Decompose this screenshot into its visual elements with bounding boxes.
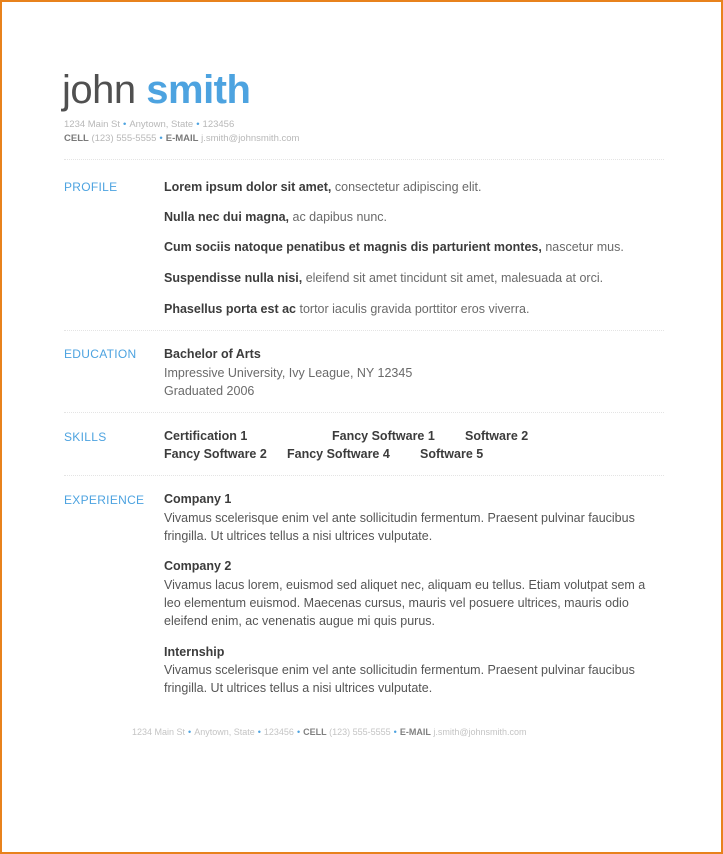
contact-cell[interactable]: (123) 555-5555 xyxy=(91,133,157,144)
job-title: Internship xyxy=(164,645,225,659)
skill-item: Fancy Software 1 xyxy=(332,429,435,443)
section-label-profile: PROFILE xyxy=(64,180,118,194)
bullet-icon: • xyxy=(393,727,397,737)
profile-item: Cum sociis natoque penatibus et magnis dis parturient montes, nascetur mus. xyxy=(164,240,624,254)
job-description: Vivamus lacus lorem, euismod sed aliquet nec, aliquam eu tellus. Etiam volutpat sem a leo elementum euismod. Maecenas cursus, mauris vel posuere ultrices, mauris odio eleifend enim, ac venenatis augue mi quis purus. xyxy=(164,578,646,628)
footer-email[interactable]: j.smith@johnsmith.com xyxy=(433,727,527,737)
profile-item: Lorem ipsum dolor sit amet, consectetur adipiscing elit. xyxy=(164,180,482,194)
skill-item: Software 5 xyxy=(420,447,484,461)
contact-address-line xyxy=(64,119,234,130)
contact-address: 1234 Main St xyxy=(64,119,120,130)
job-description: Vivamus scelerisque enim vel ante sollicitudin fermentum. Praesent pulvinar faucibus fringilla. Ut ultrices tellus a nisi ultrices vulputate. xyxy=(164,663,635,695)
skill-item: Fancy Software 2 xyxy=(164,447,267,461)
bullet-icon: • xyxy=(159,133,163,144)
job-title: Company 1 xyxy=(164,492,232,506)
footer-cell-label: CELL xyxy=(303,727,327,737)
section-label-education: EDUCATION xyxy=(64,347,137,361)
section-divider xyxy=(64,330,664,331)
footer-cell[interactable]: (123) 555-5555 xyxy=(329,727,391,737)
bullet-icon: • xyxy=(188,727,192,737)
section-label-experience: EXPERIENCE xyxy=(64,493,145,507)
contact-zip: 123456 xyxy=(202,119,235,130)
graduation-year: Graduated 2006 xyxy=(164,384,255,398)
first-name: john xyxy=(62,68,136,112)
bullet-icon: • xyxy=(196,119,200,130)
footer-city: Anytown, State xyxy=(194,727,255,737)
footer-zip: 123456 xyxy=(263,727,294,737)
job-title: Company 2 xyxy=(164,559,232,573)
contact-city: Anytown, State xyxy=(129,119,194,130)
contact-phone-line xyxy=(64,133,299,144)
skill-item: Fancy Software 4 xyxy=(287,447,390,461)
skill-item: Certification 1 xyxy=(164,429,248,443)
resume-page xyxy=(2,2,721,852)
cell-label: CELL xyxy=(64,133,89,144)
school: Impressive University, Ivy League, NY 12345 xyxy=(164,366,413,380)
profile-item: Suspendisse nulla nisi, eleifend sit amet tincidunt sit amet, malesuada at orci. xyxy=(164,271,604,285)
section-divider xyxy=(64,159,664,160)
section-label-skills: SKILLS xyxy=(64,430,107,444)
job-description: Vivamus scelerisque enim vel ante sollicitudin fermentum. Praesent pulvinar faucibus fringilla. Ut ultrices tellus a nisi ultrices vulputate. xyxy=(164,511,635,543)
footer-email-label: E-MAIL xyxy=(399,727,431,737)
contact-email[interactable]: j.smith@johnsmith.com xyxy=(201,133,300,144)
section-divider xyxy=(64,475,664,476)
footer-contact xyxy=(132,727,527,737)
profile-item: Nulla nec dui magna, ac dapibus nunc. xyxy=(164,210,388,224)
footer-address: 1234 Main St xyxy=(132,727,186,737)
last-name: smith xyxy=(146,68,251,112)
section-divider xyxy=(64,412,664,413)
degree: Bachelor of Arts xyxy=(164,347,261,361)
bullet-icon: • xyxy=(257,727,261,737)
skill-item: Software 2 xyxy=(465,429,529,443)
bullet-icon: • xyxy=(296,727,301,737)
email-label: E-MAIL xyxy=(165,133,199,144)
profile-item: Phasellus porta est ac tortor iaculis gravida porttitor eros viverra. xyxy=(164,302,530,316)
bullet-icon: • xyxy=(122,119,127,130)
resume-name xyxy=(62,66,250,114)
